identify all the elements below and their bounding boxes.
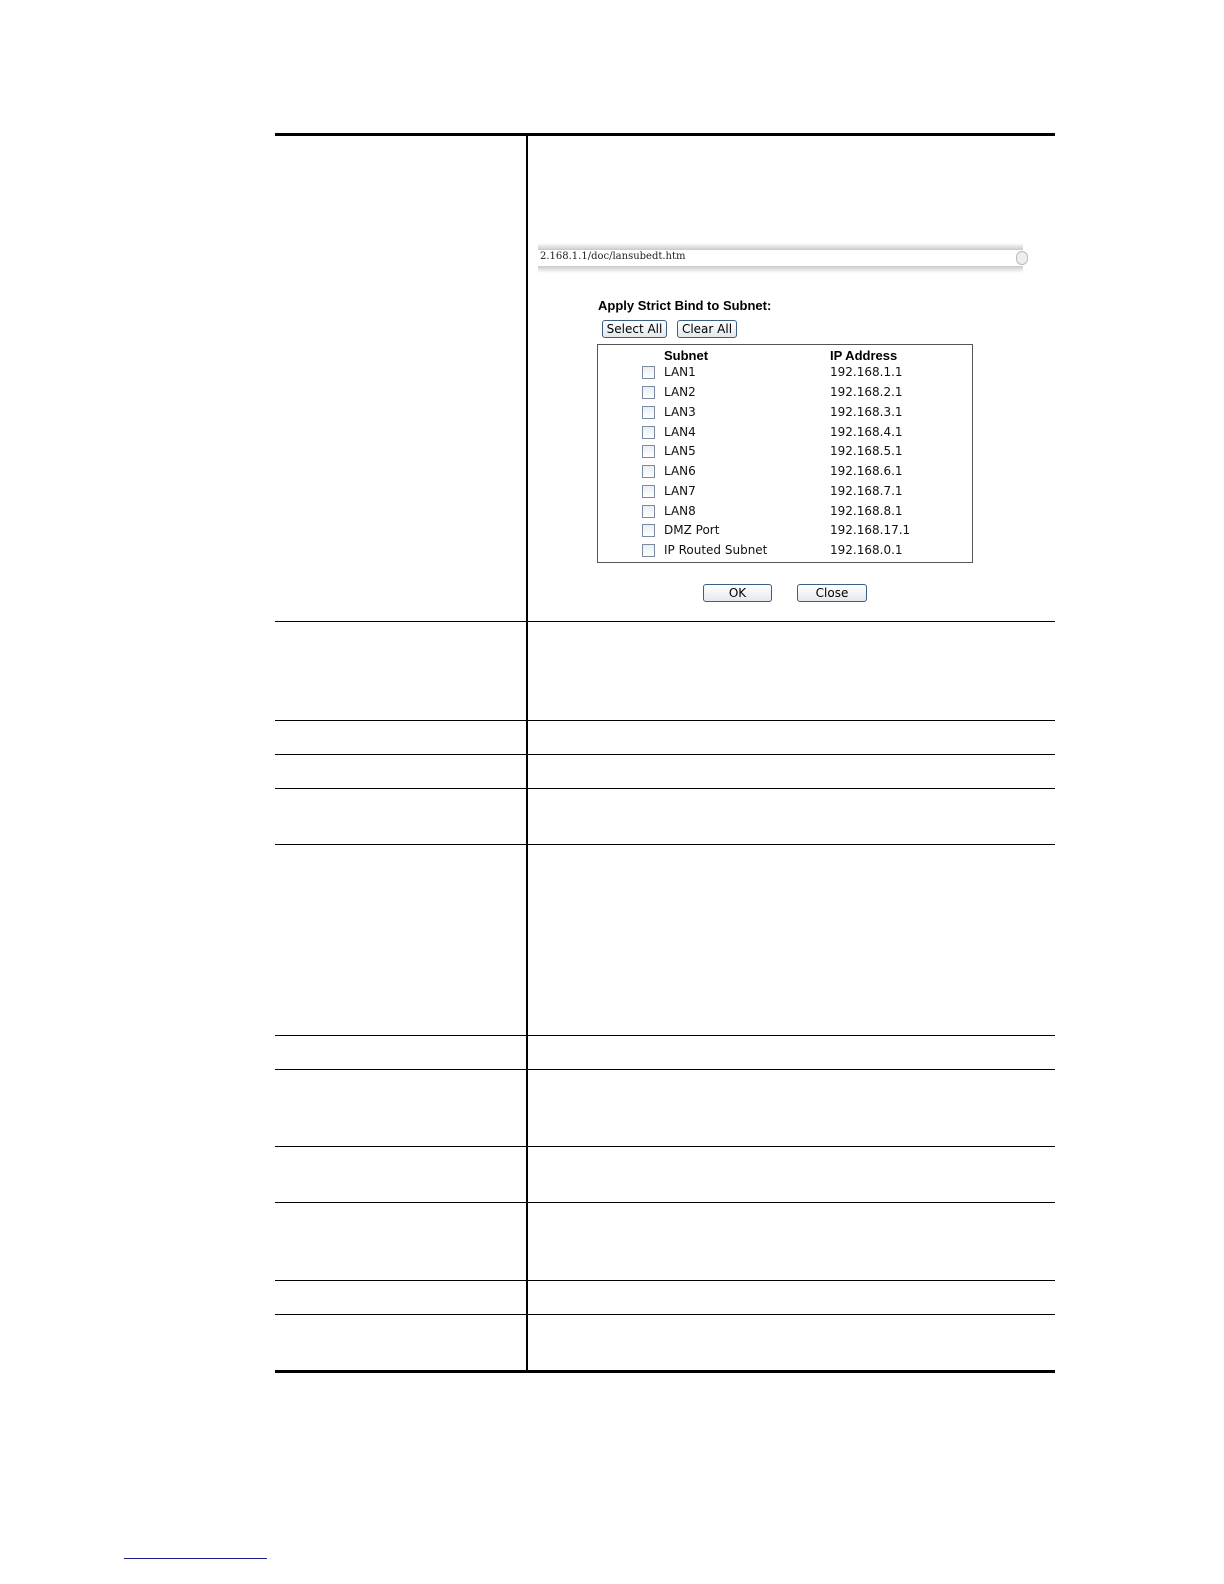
table-row-rule: [275, 788, 1055, 789]
select-all-button[interactable]: Select All: [602, 320, 667, 338]
subnet-checkbox[interactable]: [642, 465, 655, 478]
subnet-name: LAN2: [664, 385, 696, 399]
subnet-row: [598, 503, 972, 522]
table-row-rule: [275, 1146, 1055, 1147]
subnet-ip: 192.168.8.1: [830, 504, 903, 518]
subnet-checkbox[interactable]: [642, 386, 655, 399]
table-row-rule: [275, 720, 1055, 721]
subnet-name: LAN4: [664, 425, 696, 439]
clear-all-button[interactable]: Clear All: [677, 320, 737, 338]
table-row-rule: [275, 1069, 1055, 1070]
document-table: [275, 133, 1055, 1373]
subnet-row: [598, 364, 972, 383]
table-bottom-rule: [275, 1370, 1055, 1373]
subnet-row: [598, 522, 972, 541]
subnet-checkbox[interactable]: [642, 485, 655, 498]
subnet-ip: 192.168.1.1: [830, 365, 903, 379]
subnet-checkbox[interactable]: [642, 406, 655, 419]
subnet-name: LAN6: [664, 464, 696, 478]
subnet-ip: 192.168.7.1: [830, 484, 903, 498]
table-row-rule: [275, 754, 1055, 755]
table-row-rule: [275, 1280, 1055, 1281]
subnet-checkbox[interactable]: [642, 426, 655, 439]
subnet-checkbox[interactable]: [642, 524, 655, 537]
subnet-ip: 192.168.5.1: [830, 444, 903, 458]
subnet-checkbox[interactable]: [642, 505, 655, 518]
footer-link-underline[interactable]: [124, 1558, 267, 1559]
subnet-ip: 192.168.4.1: [830, 425, 903, 439]
subnet-ip: 192.168.6.1: [830, 464, 903, 478]
subnet-ip: 192.168.0.1: [830, 543, 903, 557]
subnet-checkbox[interactable]: [642, 366, 655, 379]
subnet-name: LAN1: [664, 365, 696, 379]
column-header-ip-address: IP Address: [830, 348, 898, 363]
subnet-row: [598, 384, 972, 403]
subnet-name: IP Routed Subnet: [664, 543, 768, 557]
subnet-ip: 192.168.3.1: [830, 405, 903, 419]
subnet-name: LAN3: [664, 405, 696, 419]
subnet-row: [598, 542, 972, 561]
dialog-title: Apply Strict Bind to Subnet:: [598, 298, 772, 313]
address-url: 2.168.1.1/doc/lansubedt.htm: [540, 251, 686, 262]
table-row-rule: [275, 621, 1055, 622]
address-bar-shadow: [538, 266, 1023, 273]
column-header-subnet: Subnet: [664, 348, 709, 363]
subnet-row: [598, 424, 972, 443]
subnet-row: [598, 443, 972, 462]
subnet-row: [598, 483, 972, 502]
subnet-row: [598, 404, 972, 423]
subnet-name: LAN7: [664, 484, 696, 498]
subnet-name: DMZ Port: [664, 523, 720, 537]
subnet-ip: 192.168.2.1: [830, 385, 903, 399]
address-bar-end-icon: [1016, 251, 1028, 265]
column-divider: [526, 133, 528, 1373]
browser-address-bar: [538, 243, 1023, 273]
subnet-checkbox[interactable]: [642, 445, 655, 458]
subnet-checkbox[interactable]: [642, 544, 655, 557]
subnet-row: [598, 463, 972, 482]
table-row-rule: [275, 1202, 1055, 1203]
subnet-name: LAN8: [664, 504, 696, 518]
table-row-rule: [275, 844, 1055, 845]
table-top-rule: [275, 133, 1055, 136]
subnet-name: LAN5: [664, 444, 696, 458]
close-button[interactable]: Close: [797, 584, 867, 602]
ok-button[interactable]: OK: [703, 584, 772, 602]
table-row-rule: [275, 1035, 1055, 1036]
address-bar-shadow: [538, 243, 1023, 250]
subnet-ip: 192.168.17.1: [830, 523, 911, 537]
table-row-rule: [275, 1314, 1055, 1315]
subnet-list: [597, 344, 973, 563]
